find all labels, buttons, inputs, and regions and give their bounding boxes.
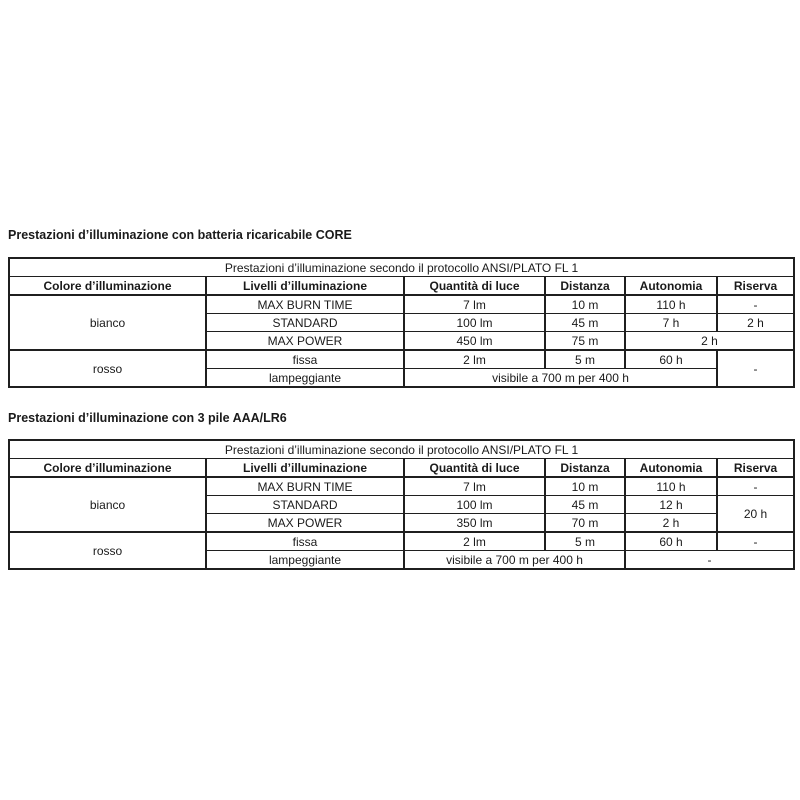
table-header-row	[9, 459, 794, 478]
table-row	[9, 477, 794, 496]
cell-level: STANDARD	[206, 314, 404, 332]
cell-level: lampeggiante	[206, 551, 404, 570]
cell-distance: 5 m	[545, 532, 625, 551]
cell-lumens: 450 lm	[404, 332, 545, 351]
cell-autonomy: 110 h	[625, 477, 717, 496]
table-row	[9, 350, 794, 369]
column-header-level: Livelli d’illuminazione	[206, 459, 404, 478]
section-heading-aaa: Prestazioni d’illuminazione con 3 pile AAA/LR6	[8, 411, 287, 425]
cell-distance: 10 m	[545, 477, 625, 496]
cell-autonomy: 60 h	[625, 532, 717, 551]
cell-lumens: 7 lm	[404, 477, 545, 496]
cell-autonomy-reserve: 2 h	[625, 332, 794, 351]
spec-table-aaa	[8, 439, 795, 570]
column-header-level: Livelli d’illuminazione	[206, 277, 404, 296]
column-header-color: Colore d’illuminazione	[9, 277, 206, 296]
cell-visibility: visibile a 700 m per 400 h	[404, 551, 625, 570]
cell-reserve: -	[717, 477, 794, 496]
column-header-color: Colore d’illuminazione	[9, 459, 206, 478]
column-header-lumens: Quantità di luce	[404, 459, 545, 478]
cell-color-white: bianco	[9, 295, 206, 350]
protocol-header-cell: Prestazioni d’illuminazione secondo il protocollo ANSI/PLATO FL 1	[9, 440, 794, 459]
cell-visibility: visibile a 700 m per 400 h	[404, 369, 717, 388]
cell-level: MAX POWER	[206, 514, 404, 533]
cell-reserve: 2 h	[717, 314, 794, 332]
cell-color-red: rosso	[9, 532, 206, 569]
cell-level: fissa	[206, 350, 404, 369]
column-header-distance: Distanza	[545, 277, 625, 296]
column-header-reserve: Riserva	[717, 277, 794, 296]
table-row	[9, 532, 794, 551]
cell-lumens: 350 lm	[404, 514, 545, 533]
section-heading-core: Prestazioni d’illuminazione con batteria ricaricabile CORE	[8, 228, 352, 242]
cell-distance: 5 m	[545, 350, 625, 369]
column-header-autonomy: Autonomia	[625, 277, 717, 296]
column-header-distance: Distanza	[545, 459, 625, 478]
cell-autonomy-reserve: -	[625, 551, 794, 570]
table-row	[9, 440, 794, 459]
cell-distance: 70 m	[545, 514, 625, 533]
table-row	[9, 295, 794, 314]
cell-level: lampeggiante	[206, 369, 404, 388]
cell-autonomy: 12 h	[625, 496, 717, 514]
cell-level: fissa	[206, 532, 404, 551]
cell-level: STANDARD	[206, 496, 404, 514]
cell-reserve: 20 h	[717, 496, 794, 533]
cell-lumens: 2 lm	[404, 532, 545, 551]
cell-autonomy: 2 h	[625, 514, 717, 533]
spec-table-core	[8, 257, 795, 388]
protocol-header-cell: Prestazioni d’illuminazione secondo il protocollo ANSI/PLATO FL 1	[9, 258, 794, 277]
cell-reserve: -	[717, 350, 794, 387]
cell-level: MAX POWER	[206, 332, 404, 351]
cell-color-white: bianco	[9, 477, 206, 532]
cell-autonomy: 60 h	[625, 350, 717, 369]
column-header-autonomy: Autonomia	[625, 459, 717, 478]
cell-distance: 45 m	[545, 314, 625, 332]
table-header-row	[9, 277, 794, 296]
cell-autonomy: 7 h	[625, 314, 717, 332]
cell-color-red: rosso	[9, 350, 206, 387]
column-header-lumens: Quantità di luce	[404, 277, 545, 296]
table-row	[9, 258, 794, 277]
cell-distance: 75 m	[545, 332, 625, 351]
cell-lumens: 100 lm	[404, 314, 545, 332]
cell-lumens: 2 lm	[404, 350, 545, 369]
cell-autonomy: 110 h	[625, 295, 717, 314]
cell-distance: 45 m	[545, 496, 625, 514]
cell-level: MAX BURN TIME	[206, 477, 404, 496]
cell-level: MAX BURN TIME	[206, 295, 404, 314]
cell-reserve: -	[717, 532, 794, 551]
cell-distance: 10 m	[545, 295, 625, 314]
column-header-reserve: Riserva	[717, 459, 794, 478]
cell-reserve: -	[717, 295, 794, 314]
cell-lumens: 100 lm	[404, 496, 545, 514]
cell-lumens: 7 lm	[404, 295, 545, 314]
